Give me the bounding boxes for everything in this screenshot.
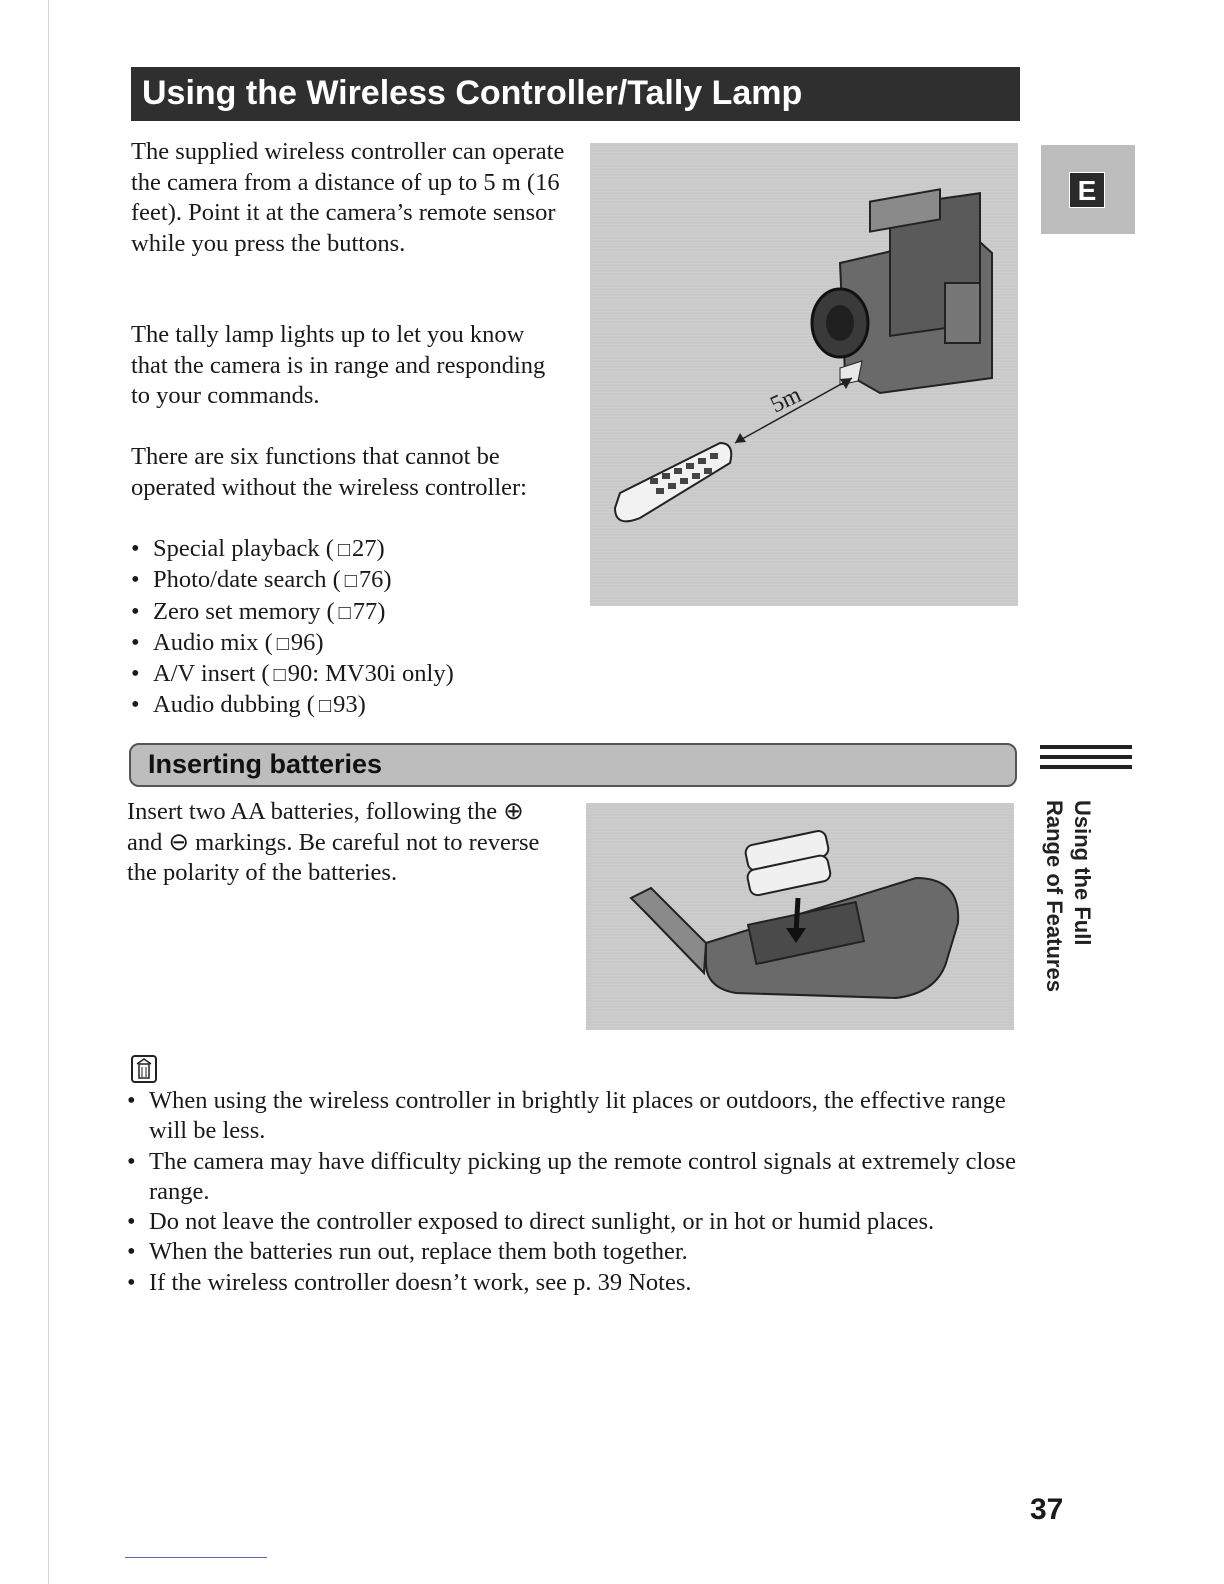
battery-icon <box>744 830 832 897</box>
camcorder-icon <box>812 189 992 393</box>
book-icon: □ <box>338 601 351 624</box>
list-item: • Zero set memory ( □77) <box>131 597 454 628</box>
section-tab-letter: E <box>1069 172 1105 208</box>
list-item: • Audio dubbing ( □93) <box>131 690 454 721</box>
list-item: • If the wireless controller doesn’t work, see p. 39 Notes. <box>127 1268 1017 1298</box>
side-label-line1: Using the Full <box>1070 800 1095 946</box>
list-item: • Audio mix ( □96) <box>131 628 454 659</box>
book-icon: □ <box>276 632 289 655</box>
list-item: • Special playback ( □27) <box>131 534 454 565</box>
batteries-paragraph: Insert two AA batteries, following the ⊕ and ⊖ markings. Be careful not to reverse the polarity of the batteries. <box>127 798 540 886</box>
side-label-line2: Range of Features <box>1042 800 1067 992</box>
list-item: • A/V insert ( □90: MV30i only) <box>131 659 454 690</box>
chapter-side-label <box>1036 800 1096 1012</box>
section-tab <box>1041 145 1135 234</box>
book-icon: □ <box>337 539 351 561</box>
camera-remote-illustration <box>590 143 1018 606</box>
page-edge <box>48 0 49 1584</box>
footer-rule <box>125 1557 267 1558</box>
list-item: • Photo/date search ( □76) <box>131 565 454 596</box>
book-icon: □ <box>318 695 332 718</box>
list-item: • Do not leave the controller exposed to direct sunlight, or in hot or humid places. <box>127 1207 1017 1237</box>
memo-icon <box>131 1055 157 1083</box>
list-item: • When using the wireless controller in brightly lit places or outdoors, the effective range will be less. <box>127 1086 1017 1147</box>
distance-label: 5m <box>766 381 806 419</box>
intro-paragraph: The supplied wireless controller can operate the camera from a distance of up to 5 m (16 feet). Point it at the camera’s remote sensor while you press the buttons. <box>131 138 565 257</box>
page-number: 37 <box>1030 1493 1064 1526</box>
section-heading: Inserting batteries <box>129 743 1017 787</box>
chapter-stripes <box>1040 745 1132 775</box>
battery-illustration <box>586 803 1014 1030</box>
camcorder-remote-drawing <box>590 143 1018 606</box>
book-icon: □ <box>344 570 357 593</box>
remote-control-icon <box>615 443 731 521</box>
notes-list <box>127 1086 1017 1298</box>
list-item: • When the batteries run out, replace them both together. <box>127 1237 1017 1267</box>
page-title: Using the Wireless Controller/Tally Lamp <box>131 67 1020 121</box>
functions-intro: There are six functions that cannot be operated without the wireless controller: <box>131 443 527 501</box>
list-item: • The camera may have difficulty picking up the remote control signals at extremely close range. <box>127 1147 1017 1208</box>
tally-paragraph: The tally lamp lights up to let you know that the camera is in range and responding to your commands. <box>131 321 546 409</box>
book-icon: □ <box>273 664 286 687</box>
functions-list <box>131 534 454 722</box>
battery-insert-drawing <box>586 803 1014 1030</box>
